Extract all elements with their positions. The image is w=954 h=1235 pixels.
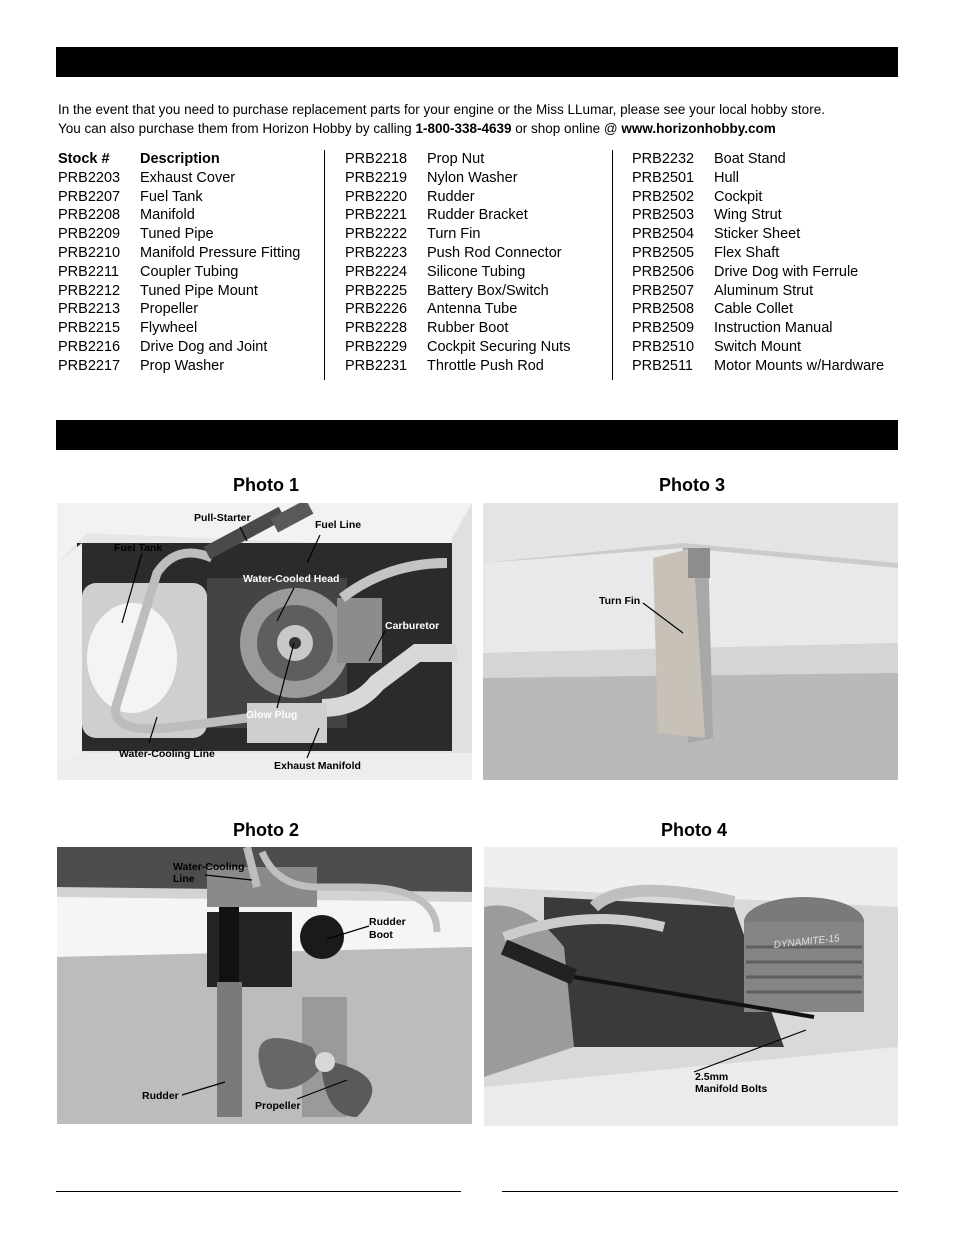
part-sku: PRB2504 (632, 226, 695, 243)
photo-3-turn-fin (483, 503, 898, 780)
photo-1-engine-bay (57, 503, 472, 780)
part-description: Flywheel (140, 320, 198, 337)
parts-row (345, 319, 570, 338)
photo-2-title: Photo 2 (233, 820, 299, 840)
part-description: Tuned Pipe Mount (140, 282, 258, 299)
pull-starter-label: Pull-Starter (194, 512, 251, 524)
part-sku: PRB2228 (345, 320, 408, 337)
part-description: Antenna Tube (427, 301, 518, 318)
parts-row (632, 169, 884, 188)
part-sku: PRB2219 (345, 169, 408, 186)
parts-row (58, 357, 300, 376)
part-sku: PRB2223 (345, 244, 408, 261)
column-divider (324, 150, 325, 380)
parts-column-1 (58, 150, 300, 376)
part-description: Flex Shaft (714, 244, 780, 261)
part-description: Propeller (140, 301, 199, 318)
part-sku: PRB2229 (345, 338, 408, 355)
footer-rule-left (56, 1191, 461, 1192)
part-description: Drive Dog and Joint (140, 338, 268, 355)
part-sku: PRB2502 (632, 188, 695, 205)
bolts-label-2: Manifold Bolts (695, 1083, 768, 1095)
parts-header-row (58, 150, 300, 169)
photo-1-title: Photo 1 (233, 475, 299, 495)
parts-row (58, 244, 300, 263)
part-sku: PRB2213 (58, 301, 121, 318)
part-description: Motor Mounts w/Hardware (714, 357, 885, 374)
description-header: Description (140, 151, 220, 167)
part-sku: PRB2225 (345, 282, 408, 299)
part-sku: PRB2505 (632, 244, 695, 261)
part-sku: PRB2218 (345, 151, 408, 167)
parts-row (632, 263, 884, 282)
carburetor-label: Carburetor (385, 620, 440, 632)
part-sku: PRB2509 (632, 320, 695, 337)
website-link[interactable]: www.horizonhobby.com (621, 120, 776, 136)
parts-row (632, 357, 884, 376)
part-description: Rudder (427, 188, 475, 205)
parts-row (58, 225, 300, 244)
parts-row (58, 300, 300, 319)
part-description: Silicone Tubing (427, 263, 526, 280)
phone-number: 1-800-338-4639 (415, 120, 512, 136)
parts-row (58, 169, 300, 188)
part-description: Exhaust Cover (140, 169, 236, 186)
part-description: Throttle Push Rod (427, 357, 544, 374)
part-description: Instruction Manual (714, 320, 833, 337)
water-cooling-label-2: Line (173, 873, 195, 885)
parts-column-3 (632, 150, 884, 376)
part-sku: PRB2508 (632, 301, 695, 318)
parts-row (58, 188, 300, 207)
part-description: Aluminum Strut (714, 282, 814, 299)
rudder-boot-label-2: Boot (369, 929, 393, 941)
glow-plug-label: Glow Plug (246, 709, 298, 721)
part-description: Hull (714, 169, 739, 186)
part-sku: PRB2221 (345, 207, 408, 224)
footer-rule-right (502, 1191, 898, 1192)
part-sku: PRB2226 (345, 301, 408, 318)
part-description: Boat Stand (714, 151, 786, 167)
intro-line-2-start: You can also purchase them from Horizon Hobby by calling (58, 120, 416, 136)
water-cooled-head-label: Water-Cooled Head (243, 573, 340, 585)
part-sku: PRB2501 (632, 169, 695, 186)
bolts-label-1: 2.5mm (695, 1071, 729, 1083)
part-sku: PRB2231 (345, 357, 408, 374)
part-description: Rubber Boot (427, 320, 509, 337)
part-sku: PRB2210 (58, 244, 121, 261)
parts-row (345, 188, 570, 207)
photo-3-title: Photo 3 (659, 475, 725, 495)
parts-row (345, 150, 570, 169)
part-sku: PRB2510 (632, 338, 695, 355)
parts-row (632, 150, 884, 169)
parts-row (345, 282, 570, 301)
part-description: Cable Collet (714, 301, 793, 318)
part-sku: PRB2232 (632, 151, 695, 167)
part-sku: PRB2222 (345, 226, 408, 243)
part-description: Push Rod Connector (427, 244, 562, 261)
stock-header: Stock # (58, 151, 110, 167)
parts-row (345, 206, 570, 225)
part-description: Tuned Pipe (140, 226, 214, 243)
part-sku: PRB2511 (632, 357, 693, 374)
parts-row (345, 169, 570, 188)
parts-row (345, 338, 570, 357)
part-description: Turn Fin (427, 226, 481, 243)
parts-row (632, 319, 884, 338)
photo-4-title: Photo 4 (661, 820, 727, 840)
part-sku: PRB2224 (345, 263, 408, 280)
part-sku: PRB2217 (58, 357, 121, 374)
parts-row (58, 319, 300, 338)
part-sku: PRB2208 (58, 207, 121, 224)
parts-row (58, 263, 300, 282)
intro-paragraph (58, 101, 825, 138)
part-description: Manifold Pressure Fitting (140, 244, 301, 261)
part-description: Prop Washer (140, 357, 225, 374)
parts-row (345, 263, 570, 282)
intro-line-1: In the event that you need to purchase replacement parts for your engine or the Miss LLumar, please see your local hobby store. (58, 102, 825, 117)
engine-brand-text: DYNAMITE-15 (773, 933, 841, 952)
turn-fin-label: Turn Fin (599, 595, 641, 607)
parts-row (58, 282, 300, 301)
part-description: Fuel Tank (140, 188, 203, 205)
part-description: Manifold (140, 207, 195, 224)
part-sku: PRB2503 (632, 207, 695, 224)
column-divider (612, 150, 613, 380)
parts-section-header-bar (56, 47, 898, 77)
part-sku: PRB2207 (58, 188, 121, 205)
parts-row (58, 338, 300, 357)
part-sku: PRB2211 (58, 263, 119, 280)
part-sku: PRB2215 (58, 320, 121, 337)
propeller-label: Propeller (255, 1100, 301, 1112)
part-sku: PRB2220 (345, 188, 408, 205)
parts-row (632, 244, 884, 263)
part-description: Sticker Sheet (714, 226, 801, 243)
parts-row (632, 338, 884, 357)
rudder-boot-label-1: Rudder (369, 916, 406, 928)
part-sku: PRB2203 (58, 169, 121, 186)
parts-row (345, 225, 570, 244)
parts-row (632, 206, 884, 225)
part-description: Cockpit Securing Nuts (427, 338, 571, 355)
part-description: Nylon Washer (427, 169, 518, 186)
part-description: Drive Dog with Ferrule (714, 263, 859, 280)
parts-row (345, 357, 570, 376)
part-description: Wing Strut (714, 207, 782, 224)
exhaust-manifold-label: Exhaust Manifold (274, 760, 361, 772)
rudder-label: Rudder (142, 1090, 179, 1102)
parts-row (345, 300, 570, 319)
part-description: Switch Mount (714, 338, 802, 355)
part-sku: PRB2216 (58, 338, 121, 355)
parts-row (632, 225, 884, 244)
water-cooling-line-label: Water-Cooling Line (119, 748, 215, 760)
parts-row (632, 300, 884, 319)
photos-section-header-bar (56, 420, 898, 450)
fuel-line-label: Fuel Line (315, 519, 362, 531)
parts-row (345, 244, 570, 263)
fuel-tank-label: Fuel Tank (114, 542, 163, 554)
part-sku: PRB2507 (632, 282, 695, 299)
intro-line-2 (58, 120, 825, 139)
part-description: Battery Box/Switch (427, 282, 549, 299)
part-description: Rudder Bracket (427, 207, 528, 224)
intro-line-2-mid: or shop online @ (511, 120, 622, 136)
photo-2-rudder (57, 847, 472, 1124)
part-description: Prop Nut (427, 151, 485, 167)
part-sku: PRB2506 (632, 263, 695, 280)
parts-column-2 (345, 150, 570, 376)
part-description: Coupler Tubing (140, 263, 239, 280)
part-description: Cockpit (714, 188, 763, 205)
water-cooling-label-1: Water-Cooling (173, 861, 245, 873)
photo-4-manifold-bolts (484, 847, 898, 1126)
parts-row (58, 206, 300, 225)
part-sku: PRB2212 (58, 282, 121, 299)
parts-row (632, 282, 884, 301)
parts-row (632, 188, 884, 207)
part-sku: PRB2209 (58, 226, 121, 243)
